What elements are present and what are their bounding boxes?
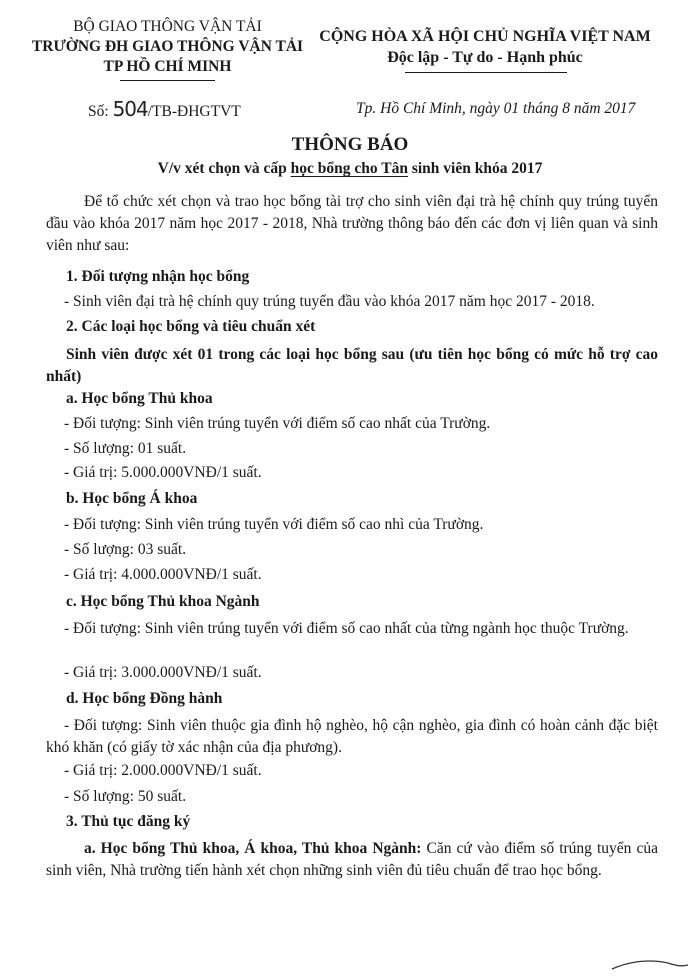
scholarship-b-title: b. Học bổng Á khoa: [66, 490, 198, 507]
document-subtitle: [0, 160, 700, 178]
section-2-note: Sinh viên được xét 01 trong các loại học bổng sau (ưu tiên học bổng có mức hỗ trợ cao nhất): [46, 346, 658, 385]
school-name-line1: TRƯỜNG ĐH GIAO THÔNG VẬN TẢI: [31, 38, 304, 55]
school-name-line2: TP HỒ CHÍ MINH: [103, 58, 232, 75]
scholarship-b-quantity: - Số lượng: 03 suất.: [64, 541, 187, 558]
scholarship-a-title: a. Học bổng Thủ khoa: [66, 390, 213, 407]
subtitle-prefix: V/v xét chọn và cấp: [157, 160, 291, 177]
scholarship-a-quantity: - Số lượng: 01 suất.: [64, 440, 187, 457]
scholarship-a-value: - Giá trị: 5.000.000VNĐ/1 suất.: [64, 464, 262, 481]
scholarship-d-quantity: - Số lượng: 50 suất.: [64, 788, 187, 805]
document-title: THÔNG BÁO: [291, 134, 409, 155]
scholarship-d-target: - Đối tượng: Sinh viên thuộc gia đình hộ nghèo, hộ cận nghèo, gia đình có hoàn cảnh đặc biệt khó khăn (có giấy tờ xác nhận của địa phương).: [46, 717, 658, 756]
number-suffix: /TB-ĐHGTVT: [147, 103, 241, 120]
number-prefix: Số:: [88, 103, 109, 120]
number-handwritten: 504: [112, 97, 148, 121]
scholarship-d-title: d. Học bổng Đồng hành: [66, 690, 223, 707]
scholarship-a-target: - Đối tượng: Sinh viên trúng tuyển với điểm số cao nhất của Trường.: [64, 415, 491, 432]
national-motto: Độc lập - Tự do - Hạnh phúc: [387, 49, 583, 66]
scholarship-c-title: c. Học bổng Thủ khoa Ngành: [66, 593, 260, 610]
section-1-title: 1. Đối tượng nhận học bổng: [66, 268, 250, 285]
subtitle-underlined: học bổng cho Tân: [290, 160, 408, 177]
section-2-title: 2. Các loại học bổng và tiêu chuẩn xét: [66, 318, 316, 335]
scholarship-b-value: - Giá trị: 4.000.000VNĐ/1 suất.: [64, 566, 262, 583]
ministry-name: BỘ GIAO THÔNG VẬN TẢI: [73, 18, 262, 35]
section-3-title: 3. Thủ tục đăng ký: [66, 813, 191, 830]
subtitle-suffix: sinh viên khóa 2017: [407, 160, 543, 177]
section-3-paragraph: [46, 838, 658, 882]
header-left-rule: [120, 80, 215, 81]
pen-stroke-mark: [610, 955, 690, 975]
section-3-lead: a. Học bổng Thủ khoa, Á khoa, Thủ khoa Ngành:: [84, 840, 422, 857]
scholarship-c-value: - Giá trị: 3.000.000VNĐ/1 suất.: [64, 664, 262, 681]
scholarship-c-target: - Đối tượng: Sinh viên trúng tuyển với điểm số cao nhất của từng ngành học thuộc Trường.: [64, 620, 629, 637]
country-name: CỘNG HÒA XÃ HỘI CHỦ NGHĨA VIỆT NAM: [319, 28, 651, 45]
scholarship-d-value: - Giá trị: 2.000.000VNĐ/1 suất.: [64, 762, 262, 779]
section-3-text: Căn cứ vào điểm số trúng tuyển của sinh viên, Nhà trường tiến hành xét chọn những sinh viên đủ tiêu chuẩn để trao học bổng.: [46, 840, 658, 879]
header-right-rule: [405, 72, 567, 73]
scholarship-b-target: - Đối tượng: Sinh viên trúng tuyển với điểm số cao nhì của Trường.: [64, 516, 484, 533]
section-1-item: - Sinh viên đại trà hệ chính quy trúng tuyển đầu vào khóa 2017 năm học 2017 - 2018.: [64, 293, 595, 310]
document-number: [88, 97, 241, 121]
intro-paragraph: Để tổ chức xét chọn và trao học bổng tài trợ cho sinh viên đại trà hệ chính quy trúng tuyển đầu vào khóa 2017 năm học 2017 - 2018, Nhà trường thông báo đến các đơn vị liên quan và sinh viên như sau:: [46, 193, 658, 254]
place-date: Tp. Hồ Chí Minh, ngày 01 tháng 8 năm 2017: [356, 100, 636, 117]
